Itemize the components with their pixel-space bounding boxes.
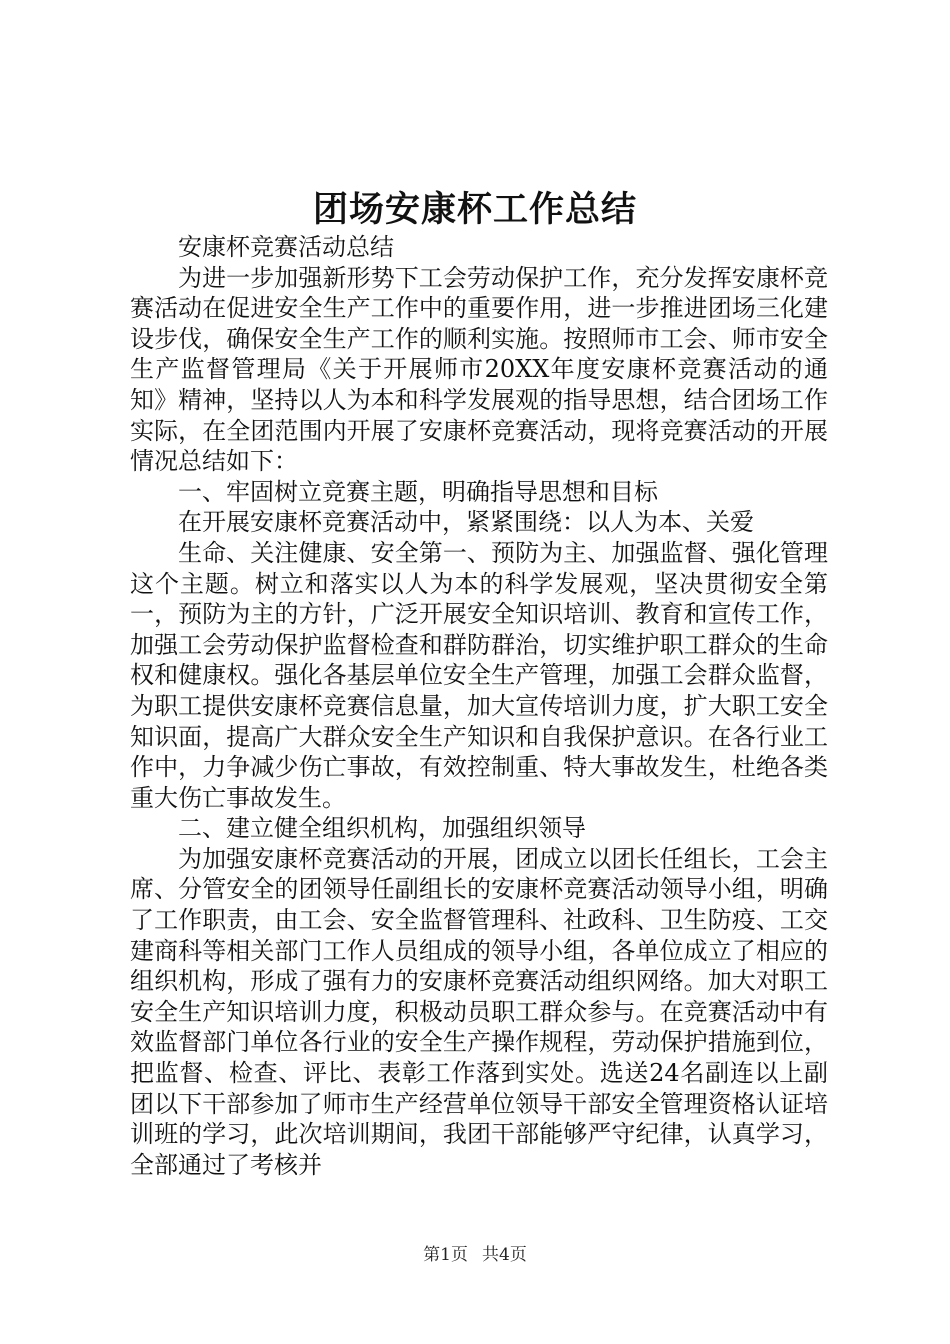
page-number: 第1页	[423, 1245, 468, 1265]
document-title: 团场安康杯工作总结	[312, 189, 637, 230]
section-heading-2: 二、建立健全组织机构，加强组织领导	[178, 814, 586, 843]
body-paragraph: 在开展安康杯竞赛活动中，紧紧围绕：以人为本、关爱	[178, 508, 754, 537]
body-paragraph: 生命、关注健康、安全第一、预防为主、加强监督、强化管理这个主题。树立和落实以人为本的科学发展观，坚决贯彻安全第一，预防为主的方针，广泛开展安全知识培训、教育和宣传工作，加强工会劳动保护监督检查和群防群治，切实维护职工群众的生命权和健康权。强化各基层单位安全生产管理，加强工会群众监督，为职工提供安康杯竞赛信息量，加大宣传培训力度，扩大职工安全知识面，提高广大群众安全生产知识和自我保护意识。在各行业工作中，力争减少伤亡事故，有效控制重、特大事故发生，杜绝各类重大伤亡事故发生。	[130, 538, 828, 812]
body-paragraph: 为加强安康杯竞赛活动的开展，团成立以团长任组长，工会主席、分管安全的团领导任副组长的安康杯竞赛活动领导小组，明确了工作职责，由工会、安全监督管理科、社政科、卫生防疫、工交建商科等相关部门工作人员组成的领导小组，各单位成立了相应的组织机构，形成了强有力的安康杯竞赛活动组织网络。加大对职工安全生产知识培训力度，积极动员职工群众参与。在竞赛活动中有效监督部门单位各行业的安全生产操作规程，劳动保护措施到位，把监督、检查、评比、表彰工作落到实处。选送24名副连以上副团以下干部参加了师市生产经营单位领导干部安全管理资格认证培训班的学习，此次培训期间，我团干部能够严守纪律，认真学习，全部通过了考核并	[130, 844, 828, 1179]
document-body	[130, 232, 828, 1180]
subtitle-paragraph: 安康杯竞赛活动总结	[178, 233, 394, 261]
page-footer	[0, 1244, 950, 1266]
section-heading-1: 一、牢固树立竞赛主题，明确指导思想和目标	[178, 477, 658, 506]
page-total: 共4页	[482, 1245, 527, 1265]
intro-paragraph: 为进一步加强新形势下工会劳动保护工作，充分发挥安康杯竞赛活动在促进安全生产工作中的重要作用，进一步推进团场三化建设步伐，确保安全生产工作的顺利实施。按照师市工会、师市安全生产监督管理局《关于开展师市20XX年度安康杯竞赛活动的通知》精神，坚持以人为本和科学发展观的指导思想，结合团场工作实际，在全团范围内开展了安康杯竞赛活动，现将竞赛活动的开展情况总结如下：	[130, 263, 828, 476]
